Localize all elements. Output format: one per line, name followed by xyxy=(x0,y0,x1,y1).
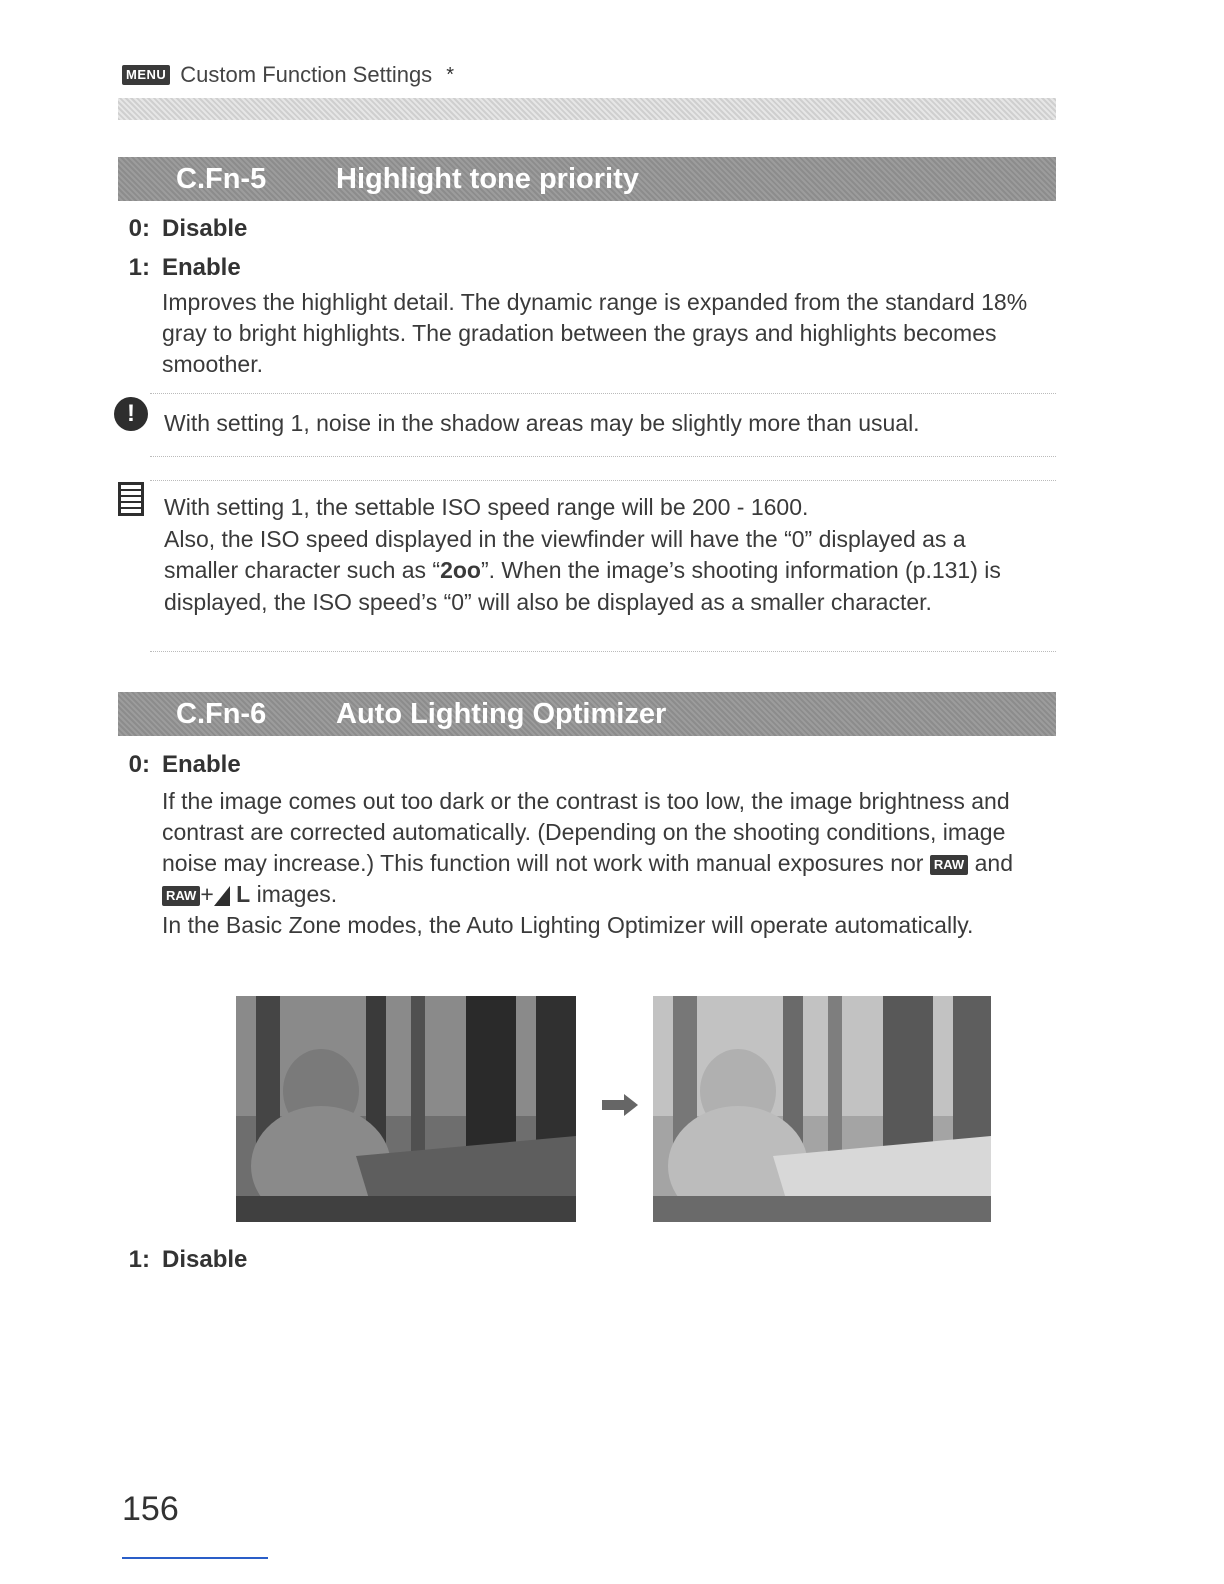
after-photo xyxy=(653,996,991,1222)
option-label: Disable xyxy=(162,1246,248,1273)
arrow-icon xyxy=(600,1090,640,1120)
section-code: C.Fn-6 xyxy=(176,697,267,730)
memo-line2b: ”. When the image’s shooting information (p.131) is displayed, the ISO speed’s “0” will also be displayed as a smaller character. xyxy=(164,557,1001,615)
option-1 xyxy=(124,254,241,282)
quality-fine-icon xyxy=(214,886,230,906)
page-number: 156 xyxy=(122,1490,179,1528)
desc-text-2: In the Basic Zone modes, the Auto Lighting Optimizer will operate automatically. xyxy=(162,912,974,938)
header-band xyxy=(118,98,1056,120)
caution-note xyxy=(150,393,1056,457)
option-0 xyxy=(124,751,241,779)
desc-text: images. xyxy=(250,881,338,907)
section-title: Highlight tone priority xyxy=(336,162,639,195)
page-header xyxy=(122,60,454,90)
option-label: Disable xyxy=(162,215,248,242)
memo-icon xyxy=(118,482,144,516)
memo-note xyxy=(150,480,1056,652)
memo-text xyxy=(150,481,1044,618)
option-label: Enable xyxy=(162,254,241,281)
large-size-label: L xyxy=(229,881,251,907)
option-1 xyxy=(124,1246,247,1274)
option-0 xyxy=(124,215,247,243)
caution-text: With setting 1, noise in the shadow areas may be slightly more than usual. xyxy=(164,410,920,436)
option-description: Improves the highlight detail. The dynamic range is expanded from the standard 18% gray to bright highlights. The gradation between the grays and highlights becomes smoother. xyxy=(162,289,1028,377)
option-number: 1: xyxy=(128,254,150,281)
section-title: Auto Lighting Optimizer xyxy=(336,697,667,730)
memo-line2a: Also, the ISO speed displayed in the viewfinder will have the “0” displayed as a smaller character such as “ xyxy=(164,525,966,583)
header-title: Custom Function Settings xyxy=(180,62,433,87)
desc-text: + xyxy=(200,881,214,907)
before-photo xyxy=(236,996,576,1222)
memo-line1: With setting 1, the settable ISO speed range will be 200 - 1600. xyxy=(164,494,809,520)
option-number: 1: xyxy=(128,1246,150,1273)
raw-icon: RAW xyxy=(162,886,200,906)
option-number: 0: xyxy=(128,215,150,242)
option-description xyxy=(162,786,1052,941)
option-label: Enable xyxy=(162,751,241,778)
menu-icon: MENU xyxy=(122,65,170,85)
caution-icon: ! xyxy=(114,397,148,431)
raw-icon: RAW xyxy=(930,855,968,875)
memo-small-zero-example: 2oo xyxy=(440,557,481,583)
desc-text: and xyxy=(968,850,1013,876)
section-code: C.Fn-5 xyxy=(176,162,267,195)
desc-text: If the image comes out too dark or the contrast is too low, the image brightness and contrast are corrected automatically. (Depending on the shooting conditions, image noise may increase.) This function will not work with manual exposures nor xyxy=(162,788,1010,876)
header-star: * xyxy=(446,63,454,86)
option-number: 0: xyxy=(128,751,150,778)
page-number-underline xyxy=(122,1557,268,1559)
section-bar-cfn5 xyxy=(118,157,1056,201)
section-bar-cfn6 xyxy=(118,692,1056,736)
